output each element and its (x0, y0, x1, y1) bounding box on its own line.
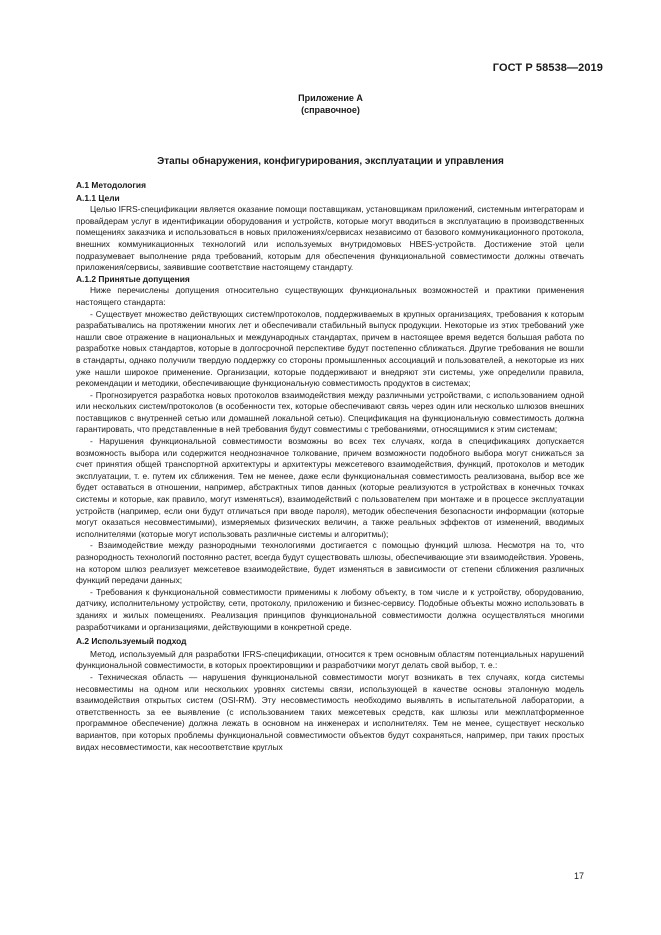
paragraph: Ниже перечислены допущения относительно существующих функциональных возможностей и практики применения настоящего стандарта: (76, 285, 584, 307)
list-item: - Прогнозируется разработка новых протоколов взаимодействия между различными устройствами, с использованием одной или нескольких систем/протоколов (в особенности тех, которые обеспечивают связь через один или несколько шлюзов внешних поставщиков с внутренней сетью или домашней локальной сетью). Спецификация на функциональную совместимость должна гарантировать, что представленные в ней требования будут совместимы с требованиями, относящимися к этим системам; (76, 389, 584, 435)
main-title: Этапы обнаружения, конфигурирования, эксплуатации и управления (157, 156, 504, 167)
section-a1-heading: А.1 Методология (76, 180, 146, 190)
appendix-subtitle: (справочное) (301, 105, 360, 115)
paragraph: Метод, используемый для разработки IFRS-спецификации, относится к трем основным областям потенциальных нарушений функциональной совместимости, в которых проектировщики и разработчики могут делать свой выбор, т. е.: (76, 648, 584, 671)
list-item: - Нарушения функциональной совместимости возможны во всех тех случаях, когда в спецификациях допускается возможность выбора или содержится неоднозначное толкование, причем возможности подобного выбора могут снижаться за счет принятия общей транспортной архитектуры и архитектуры межсетевого взаимодействия, функций, протоколов и методик эксплуатации, т. е. путем их сближения. Тем не менее, даже если функциональная совместимость реализована, выбор все же будет оставаться в отношении, например, абстрактных типов данных (которые реализуются в устройствах в конечных точках системы и которые, как правило, могут изменяться), взаимодействий с пользователем при монтаже и в процессе эксплуатации устройств (например, если они будут отличаться при вводе пароля), методик обеспечения безопасности информации (которые могут оказаться несовместимыми), измеряемых физических величин, а также реальных эффектов от изменений, вводимых исполнителями (которые могут использовать различные системы и алгоритмы); (76, 436, 584, 539)
page-number: 17 (573, 871, 584, 881)
appendix-title: Приложение А (298, 93, 363, 103)
body-text (76, 180, 584, 753)
section-a11-heading: А.1.1 Цели (76, 192, 120, 203)
list-item: - Взаимодействие между разнородными технологиями достигается с помощью функций шлюза. Несмотря на то, что разнородность технологий постоянно растет, всегда будут существовать шлюзы, обеспечивающие эти взаимодействия. Уровень, на котором шлюз реализует межсетевое взаимодействие, будет изменяться в зависимости от степени сближения различных функций передачи данных; (76, 540, 584, 586)
section-a12-heading: А.1.2 Принятые допущения (76, 273, 190, 284)
list-item: - Требования к функциональной совместимости применимы к любому объекту, в том числе и к устройству, оборудованию, датчику, исполнительному устройству, сети, протоколу, приложению и бизнес-сервису. Подобные объекты можно использовать в зданиях и жилых помещениях. Реализация принципов функциональной совместимости должна осуществляться многими разработчиками и организациями, действующими в конкретной среде. (76, 586, 584, 632)
section-a2-heading: А.2 Используемый подход (76, 636, 187, 647)
list-item: - Техническая область — нарушения функциональной совместимости могут возникать в тех случаях, когда системы несовместимы на одном или нескольких уровнях системы связи, использующей в качестве основы эталонную модель взаимодействия открытых систем (OSI-RM). Эту несовместимость необходимо выявлять в испытательной лаборатории, а ответственность за ее выявление (с использованием таких межсетевых средств, как шлюзы или межплатформенное программное обеспечение) должна лежать в основном на инженерах и исполнителях. Тем не менее, существует несколько вариантов, при которых проблемы функциональной совместимости объектов будут сохраняться, например, при таких простых видах несовместимости, как несоответствие круглых (76, 671, 584, 752)
appendix-label (0, 92, 661, 116)
standard-id: ГОСТ Р 58538—2019 (492, 62, 603, 74)
paragraph: Целью IFRS-спецификации является оказание помощи поставщикам, установщикам приложений, системным интеграторам и провайдерам услуг в идентификации оборудования и устройств, которые могут вводиться в эксплуатацию в производственных помещениях заказчика и использоваться в новых приложениях/сервисах независимо от базового коммуникационного протокола, внешних коммуникационных технологий или используемых внутридомовых HBES-устройств. Достижение этой цели подразумевает выполнение ряда требований, которым для обеспечения функциональной совместимости должны отвечать приложения/сервисы, заявившие соответствие настоящему стандарту. (76, 204, 584, 273)
list-item: - Существует множество действующих систем/протоколов, поддерживаемых в крупных организациях, требования к которым разрабатывались на протяжении многих лет и обеспечивали стабильный выпуск продукции. Некоторые из этих требований уже нашли свое отражение в национальных и международных стандартах, причем в настоящее время ведется большая работа по разработке новых стандартов, которые в долгосрочной перспективе будут постепенно сближаться. Другие требования не вошли в стандарты, однако получили твердую поддержку со стороны промышленных ассоциаций и пользователей, а некоторые из них уже нашли широкое применение. Организации, которые поддерживают и внедряют эти системы, уже определили правила, рекомендации и методики, обеспечивающие функциональную совместимость продуктов в системах; (76, 308, 584, 389)
